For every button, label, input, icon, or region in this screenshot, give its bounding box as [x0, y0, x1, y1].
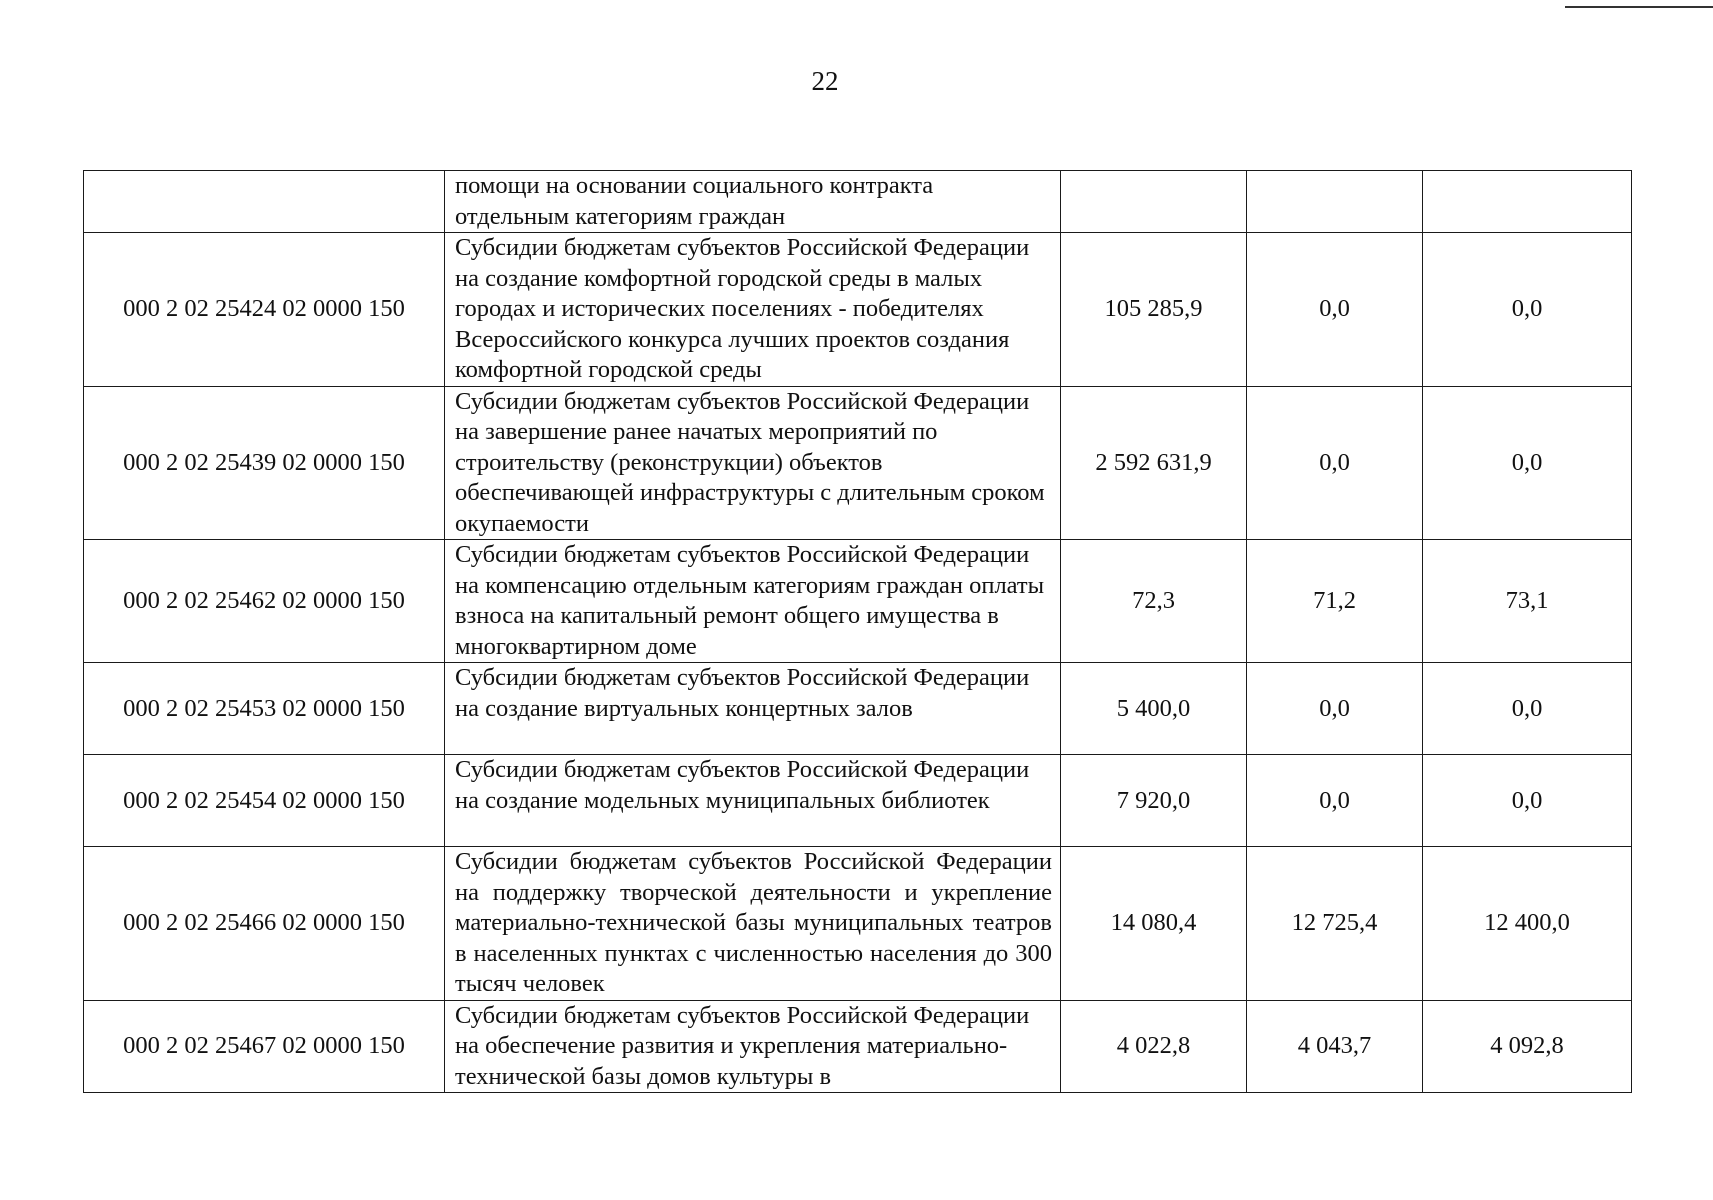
row-description-cell: Субсидии бюджетам субъектов Российской Федерации на создание виртуальных концертных залов: [445, 663, 1061, 755]
row-value-2-cell: [1247, 171, 1423, 233]
row-value-3-cell: [1423, 171, 1632, 233]
row-value-3-cell: 0,0: [1423, 386, 1632, 540]
row-value-2-cell: 4 043,7: [1247, 1000, 1423, 1093]
top-edge-rule: [1565, 6, 1713, 8]
table-row: [84, 1000, 1632, 1093]
row-description-cell: Субсидии бюджетам субъектов Российской Федерации на компенсацию отдельным категориям граждан оплаты взноса на капитальный ремонт общего имущества в многоквартирном доме: [445, 540, 1061, 663]
row-description-cell: помощи на основании социального контракта отдельным категориям граждан: [445, 171, 1061, 233]
row-value-1-cell: 72,3: [1061, 540, 1247, 663]
row-code-cell: 000 2 02 25453 02 0000 150: [84, 663, 445, 755]
row-value-3-cell: 73,1: [1423, 540, 1632, 663]
row-code-cell: 000 2 02 25424 02 0000 150: [84, 233, 445, 387]
row-code-cell: [84, 171, 445, 233]
row-value-1-cell: 105 285,9: [1061, 233, 1247, 387]
row-value-2-cell: 0,0: [1247, 663, 1423, 755]
row-value-1-cell: 5 400,0: [1061, 663, 1247, 755]
row-value-3-cell: 0,0: [1423, 755, 1632, 847]
table-row: [84, 755, 1632, 847]
row-value-3-cell: 0,0: [1423, 663, 1632, 755]
row-value-2-cell: 0,0: [1247, 386, 1423, 540]
table-row: [84, 171, 1632, 233]
row-value-3-cell: 0,0: [1423, 233, 1632, 387]
row-value-3-cell: 12 400,0: [1423, 847, 1632, 1001]
row-description-cell: Субсидии бюджетам субъектов Российской Федерации на создание модельных муниципальных библиотек: [445, 755, 1061, 847]
table-row: [84, 663, 1632, 755]
row-code-cell: 000 2 02 25439 02 0000 150: [84, 386, 445, 540]
row-description-cell: Субсидии бюджетам субъектов Российской Федерации на поддержку творческой деятельности и укрепление материально-технической базы муниципальных театров в населенных пунктах с численностью населения до 300 тысяч человек: [445, 847, 1061, 1001]
row-value-1-cell: 2 592 631,9: [1061, 386, 1247, 540]
table-row: [84, 540, 1632, 663]
row-value-3-cell: 4 092,8: [1423, 1000, 1632, 1093]
row-code-cell: 000 2 02 25454 02 0000 150: [84, 755, 445, 847]
row-code-cell: 000 2 02 25462 02 0000 150: [84, 540, 445, 663]
row-value-1-cell: 7 920,0: [1061, 755, 1247, 847]
row-description-cell: Субсидии бюджетам субъектов Российской Федерации на обеспечение развития и укрепления материально-технической базы домов культуры в: [445, 1000, 1061, 1093]
budget-table: [83, 170, 1632, 1093]
page-number: 22: [811, 66, 839, 96]
table-row: [84, 233, 1632, 387]
row-value-2-cell: 0,0: [1247, 755, 1423, 847]
row-code-cell: 000 2 02 25466 02 0000 150: [84, 847, 445, 1001]
row-value-1-cell: [1061, 171, 1247, 233]
row-description-cell: Субсидии бюджетам субъектов Российской Федерации на завершение ранее начатых мероприятий по строительству (реконструкции) объектов обеспечивающей инфраструктуры с длительным сроком окупаемости: [445, 386, 1061, 540]
row-value-2-cell: 12 725,4: [1247, 847, 1423, 1001]
row-code-cell: 000 2 02 25467 02 0000 150: [84, 1000, 445, 1093]
table-row: [84, 847, 1632, 1001]
table-row: [84, 386, 1632, 540]
row-value-1-cell: 4 022,8: [1061, 1000, 1247, 1093]
row-value-1-cell: 14 080,4: [1061, 847, 1247, 1001]
row-description-cell: Субсидии бюджетам субъектов Российской Федерации на создание комфортной городской среды в малых городах и исторических поселениях - победителях Всероссийского конкурса лучших проектов создания комфортной городской среды: [445, 233, 1061, 387]
row-value-2-cell: 71,2: [1247, 540, 1423, 663]
row-value-2-cell: 0,0: [1247, 233, 1423, 387]
